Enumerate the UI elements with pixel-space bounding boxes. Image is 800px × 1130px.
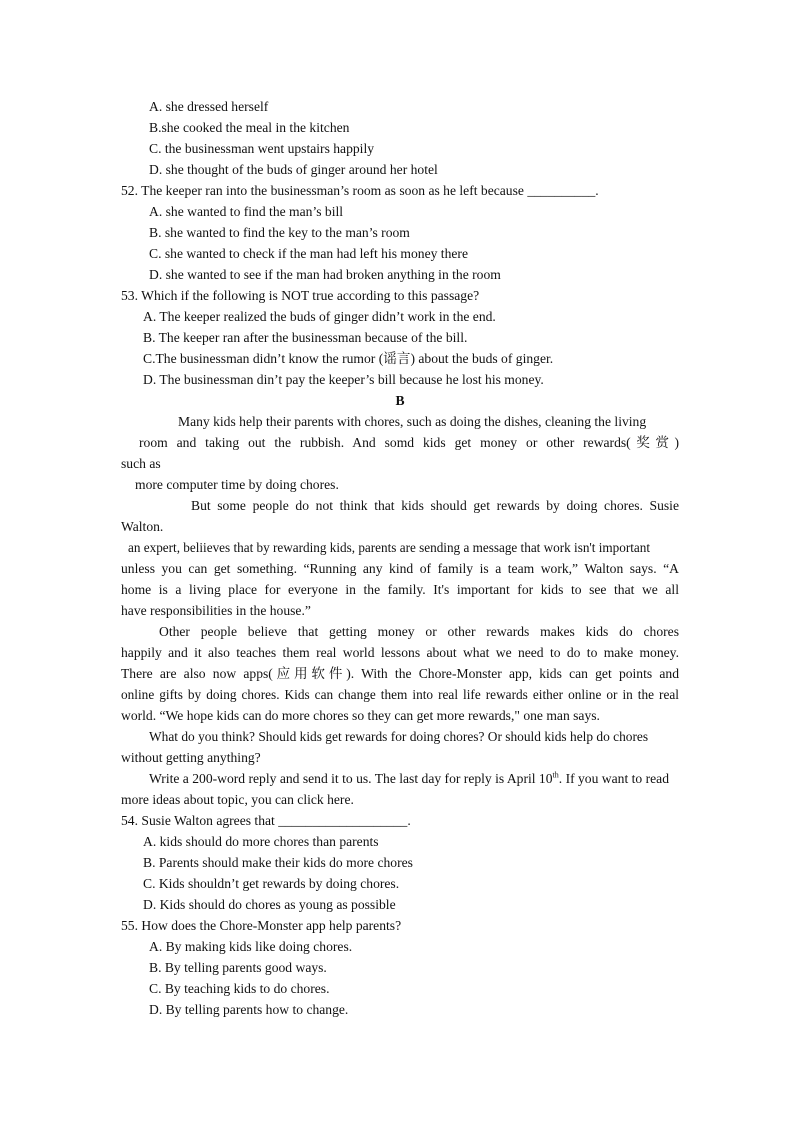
passage-p5-line2: more ideas about topic, you can click here.	[121, 792, 354, 807]
q53-option-b: B. The keeper ran after the businessman because of the bill.	[143, 330, 468, 345]
q53-option-c: C.The businessman didn’t know the rumor (谣言) about the buds of ginger.	[143, 351, 554, 366]
passage-p5-text-b: . If you want to read	[558, 771, 669, 786]
passage-p4-line1: What do you think? Should kids get rewards for doing chores? Or should kids help do chores	[149, 729, 649, 744]
q54-option-d: D. Kids should do chores as young as possible	[143, 897, 396, 912]
passage-p2-line6: have responsibilities in the house.”	[121, 603, 311, 618]
passage-p1-line2: room and taking out the rubbish. And somd kids get money or other rewards(奖赏)	[139, 435, 679, 450]
q55-option-c: C. By teaching kids to do chores.	[149, 981, 330, 996]
q52-stem: 52. The keeper ran into the businessman’s room as soon as he left because __________.	[121, 183, 599, 198]
passage-p2-line3: an expert, beliieves that by rewarding kids, parents are sending a message that work isn't important	[128, 540, 651, 555]
passage-p3-line3: There are also now apps(应用软件). With the Chore-Monster app, kids can get points and	[121, 666, 679, 681]
q54-option-a: A. kids should do more chores than parents	[143, 834, 379, 849]
q53-option-d: D. The businessman din’t pay the keeper’s bill because he lost his money.	[143, 372, 544, 387]
passage-p3-line1: Other people believe that getting money or other rewards makes kids do chores	[159, 624, 679, 639]
q53-option-a: A. The keeper realized the buds of ginger didn’t work in the end.	[143, 309, 496, 324]
passage-p3-line2: happily and it also teaches them real world lessons about what we need to do to make money.	[121, 645, 679, 660]
passage-p2-line5: home is a living place for everyone in the family. It's important for kids to see that we all	[121, 582, 679, 597]
q51-option-a: A. she dressed herself	[149, 99, 269, 114]
passage-p1-line3: such as	[121, 456, 161, 471]
q52-option-d: D. she wanted to see if the man had broken anything in the room	[149, 267, 501, 282]
q52-option-c: C. she wanted to check if the man had left his money there	[149, 246, 468, 261]
passage-p4-line2: without getting anything?	[121, 750, 261, 765]
q51-option-d: D. she thought of the buds of ginger around her hotel	[149, 162, 438, 177]
passage-p5-text-a: Write a 200-word reply and send it to us. The last day for reply is April 10	[149, 771, 553, 786]
q55-option-d: D. By telling parents how to change.	[149, 1002, 349, 1017]
section-b-heading: B	[395, 393, 405, 408]
passage-p2-line4: unless you can get something. “Running any kind of family is a team work,” Walton says. “A	[121, 561, 679, 576]
q51-option-c: C. the businessman went upstairs happily	[149, 141, 375, 156]
q51-option-b: B.she cooked the meal in the kitchen	[149, 120, 350, 135]
q55-option-b: B. By telling parents good ways.	[149, 960, 327, 975]
passage-p2-line2: Walton.	[121, 519, 164, 534]
q54-option-b: B. Parents should make their kids do more chores	[143, 855, 413, 870]
q53-stem: 53. Which if the following is NOT true according to this passage?	[121, 288, 480, 303]
q54-stem: 54. Susie Walton agrees that ___________________.	[121, 813, 411, 828]
q52-option-b: B. she wanted to find the key to the man’s room	[149, 225, 410, 240]
passage-p2-line1: But some people do not think that kids should get rewards by doing chores. Susie	[191, 498, 679, 513]
q52-option-a: A. she wanted to find the man’s bill	[149, 204, 344, 219]
q55-stem: 55. How does the Chore-Monster app help parents?	[121, 918, 402, 933]
passage-p3-line5: world. “We hope kids can do more chores so they can get more rewards," one man says.	[121, 708, 600, 723]
passage-p1-line1: Many kids help their parents with chores, such as doing the dishes, cleaning the living	[178, 414, 647, 429]
passage-p5-superscript: th	[552, 770, 559, 780]
passage-p1-line4: more computer time by doing chores.	[135, 477, 339, 492]
passage-p3-line4: online gifts by doing chores. Kids can change them into real life rewards either online or in the real	[121, 687, 679, 702]
q55-option-a: A. By making kids like doing chores.	[149, 939, 353, 954]
q54-option-c: C. Kids shouldn’t get rewards by doing chores.	[143, 876, 400, 891]
passage-p5-line1	[149, 769, 669, 789]
